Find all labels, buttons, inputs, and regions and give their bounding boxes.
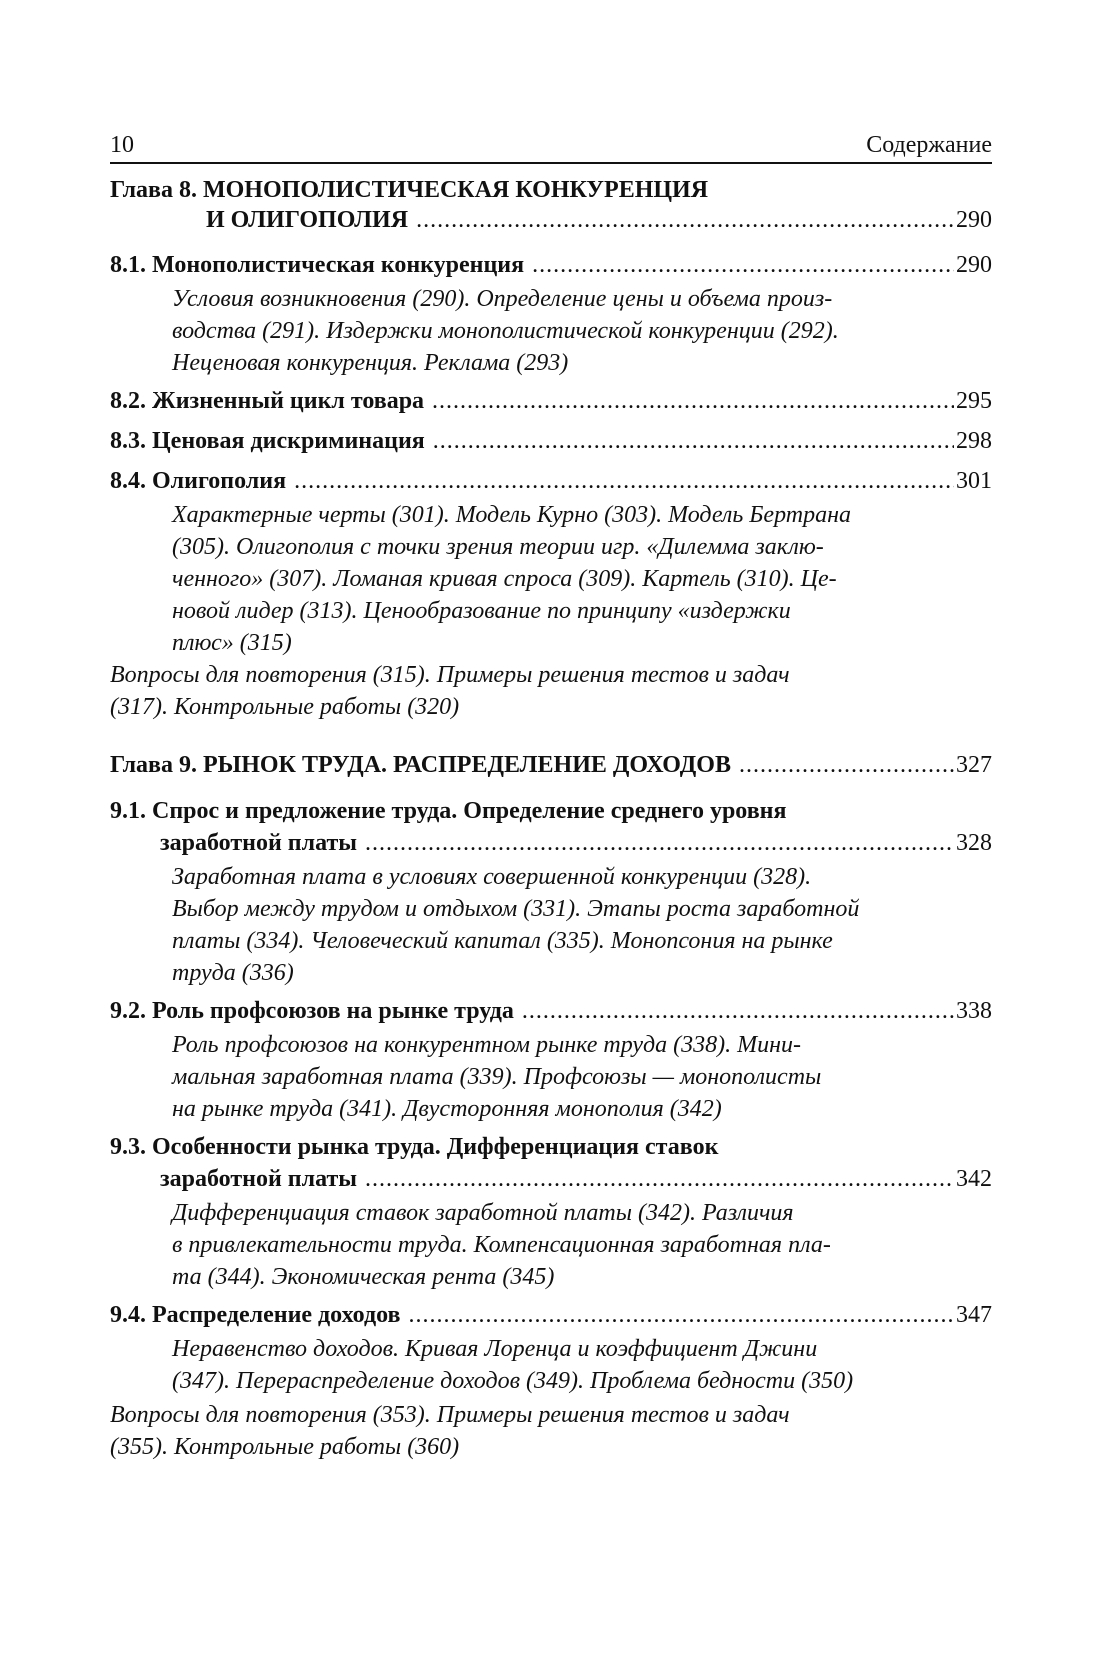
running-header (110, 130, 992, 160)
section-9-2-desc-1: Роль профсоюзов на конкурентном рынке труда (338). Мини- (172, 1032, 802, 1058)
leader-dots (739, 750, 954, 780)
section-9-1-desc-3: платы (334). Человеческий капитал (335). Монопсония на рынке (172, 928, 833, 954)
page-number: 10 (110, 132, 134, 158)
toc-entry-8-2[interactable] (110, 386, 992, 416)
section-8-4-desc-4: новой лидер (313). Ценообразование по принципу «издержки (172, 598, 791, 624)
section-8-4-desc-3: ченного» (307). Ломаная кривая спроса (309). Картель (310). Це- (172, 566, 837, 592)
section-8-4-desc-2: (305). Олигополия с точки зрения теории игр. «Дилемма заклю- (172, 534, 824, 560)
leader-dots (365, 1164, 954, 1194)
toc-entry-9-1[interactable] (160, 828, 992, 858)
section-9-1-desc-2: Выбор между трудом и отдыхом (331). Этапы роста заработной (172, 896, 860, 922)
toc-entry-8-1[interactable] (110, 250, 992, 280)
section-9-3-page: 342 (956, 1166, 992, 1192)
section-8-2-title: 8.2. Жизненный цикл товара (110, 388, 425, 414)
chapter-9-title: Глава 9. РЫНОК ТРУДА. РАСПРЕДЕЛЕНИЕ ДОХОДОВ (110, 752, 731, 778)
section-8-1-page: 290 (956, 252, 992, 278)
chapter-8-title-line2: И ОЛИГОПОЛИЯ (206, 207, 409, 233)
leader-dots (433, 426, 954, 456)
section-9-2-desc-3: на рынке труда (341). Двусторонняя монополия (342) (172, 1096, 722, 1122)
section-9-2-title: 9.2. Роль профсоюзов на рынке труда (110, 998, 514, 1024)
section-8-1-desc-1: Условия возникновения (290). Определение цены и объема произ- (172, 286, 833, 312)
leader-dots (522, 996, 954, 1026)
leader-dots (294, 466, 954, 496)
section-8-1-title: 8.1. Монополистическая конкуренция (110, 252, 525, 278)
running-title: Содержание (866, 132, 992, 158)
leader-dots (532, 250, 954, 280)
leader-dots (365, 828, 954, 858)
header-rule (110, 162, 992, 164)
chapter-8-title-entry[interactable] (206, 205, 992, 235)
section-9-1-desc-1: Заработная плата в условиях совершенной конкуренции (328). (172, 864, 812, 890)
section-8-4-title: 8.4. Олигополия (110, 468, 287, 494)
leader-dots (416, 205, 954, 235)
section-8-3-title: 8.3. Ценовая дискриминация (110, 428, 425, 454)
section-9-4-desc-2: (347). Перераспределение доходов (349). Проблема бедности (350) (172, 1368, 854, 1394)
section-9-3-desc-3: та (344). Экономическая рента (345) (172, 1264, 555, 1290)
section-9-4-desc-1: Неравенство доходов. Кривая Лоренца и коэффициент Джини (172, 1336, 818, 1362)
chapter-8-review-1: Вопросы для повторения (315). Примеры решения тестов и задач (110, 662, 790, 688)
leader-dots (432, 386, 954, 416)
toc-entry-9-3[interactable] (160, 1164, 992, 1194)
section-9-3-title-line1: 9.3. Особенности рынка труда. Дифференциация ставок (110, 1134, 719, 1160)
chapter-9-page: 327 (956, 752, 992, 778)
chapter-9-review-1: Вопросы для повторения (353). Примеры решения тестов и задач (110, 1402, 790, 1428)
chapter-9-review-2: (355). Контрольные работы (360) (110, 1434, 460, 1460)
section-8-1-desc-3: Неценовая конкуренция. Реклама (293) (172, 350, 569, 376)
toc-entry-9-2[interactable] (110, 996, 992, 1026)
section-9-3-desc-1: Дифференциация ставок заработной платы (342). Различия (172, 1200, 794, 1226)
chapter-8-review-2: (317). Контрольные работы (320) (110, 694, 460, 720)
chapter-9-title-entry[interactable] (110, 750, 992, 780)
section-8-4-desc-1: Характерные черты (301). Модель Курно (303). Модель Бертрана (172, 502, 852, 528)
section-8-4-desc-5: плюс» (315) (172, 630, 292, 656)
chapter-8-title-line1: Глава 8. МОНОПОЛИСТИЧЕСКАЯ КОНКУРЕНЦИЯ (110, 177, 709, 203)
section-9-4-title: 9.4. Распределение доходов (110, 1302, 401, 1328)
section-9-1-desc-4: труда (336) (172, 960, 294, 986)
section-9-3-desc-2: в привлекательности труда. Компенсационная заработная пла- (172, 1232, 831, 1258)
section-8-3-page: 298 (956, 428, 992, 454)
toc-entry-8-4[interactable] (110, 466, 992, 496)
toc-entry-9-4[interactable] (110, 1300, 992, 1330)
section-8-1-desc-2: водства (291). Издержки монополистической конкуренции (292). (172, 318, 839, 344)
section-9-2-page: 338 (956, 998, 992, 1024)
section-8-2-page: 295 (956, 388, 992, 414)
section-9-3-title-line2: заработной платы (160, 1166, 358, 1192)
section-9-4-page: 347 (956, 1302, 992, 1328)
toc-entry-8-3[interactable] (110, 426, 992, 456)
section-9-1-page: 328 (956, 830, 992, 856)
section-9-1-title-line1: 9.1. Спрос и предложение труда. Определение среднего уровня (110, 798, 787, 824)
leader-dots (408, 1300, 954, 1330)
section-9-2-desc-2: мальная заработная плата (339). Профсоюзы — монополисты (172, 1064, 822, 1090)
section-9-1-title-line2: заработной платы (160, 830, 358, 856)
chapter-8-page: 290 (956, 207, 992, 233)
section-8-4-page: 301 (956, 468, 992, 494)
